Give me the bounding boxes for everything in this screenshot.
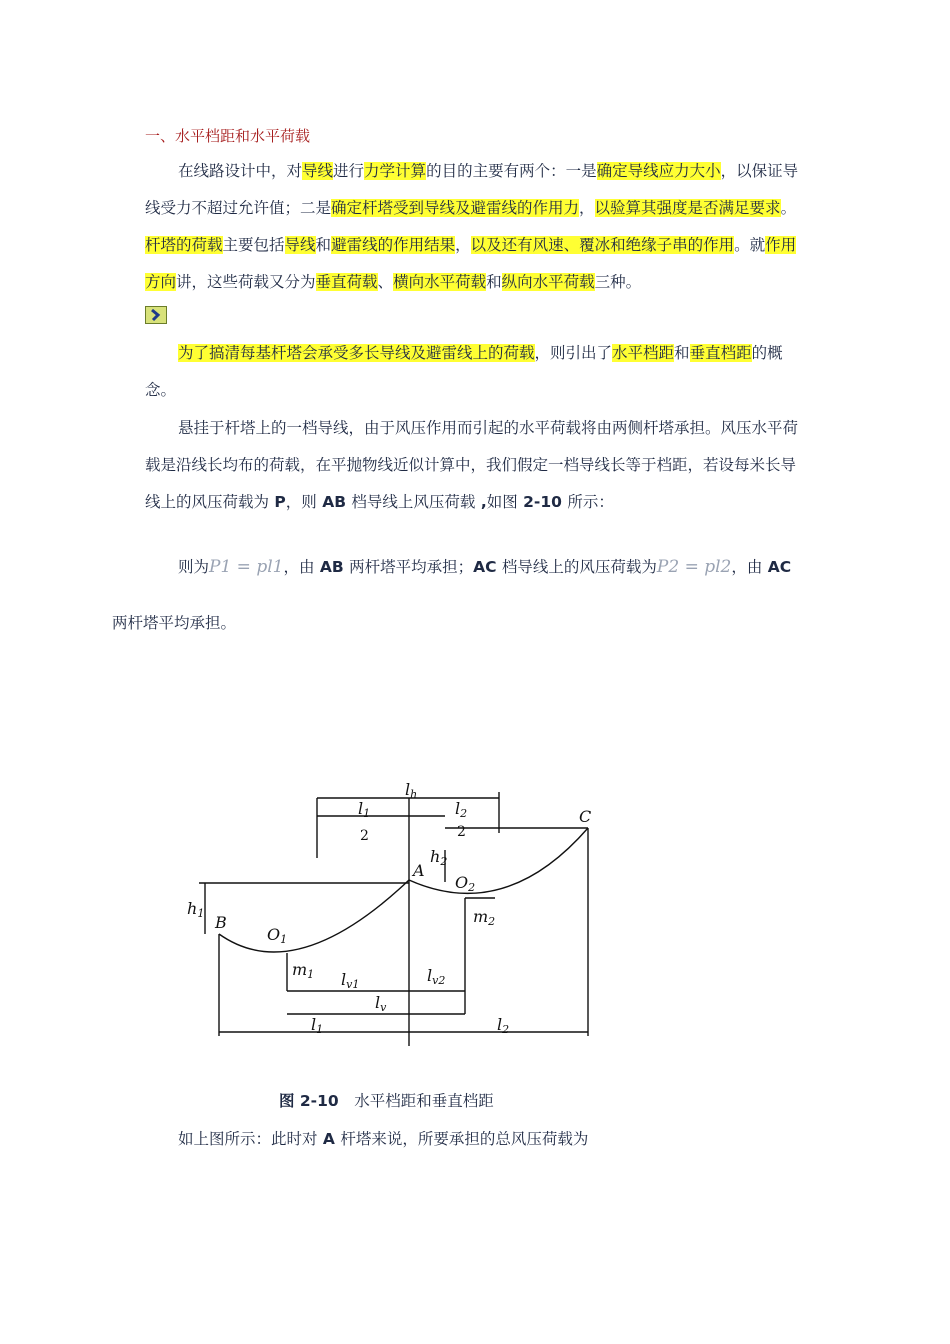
label-half-1: 2 — [360, 828, 369, 844]
caption-text: 水平档距和垂直档距 — [338, 1092, 494, 1110]
section-heading: 一、水平档距和水平荷载 — [145, 127, 311, 145]
label-o1: O1 — [267, 925, 288, 946]
highlight: 力学计算 — [364, 162, 427, 180]
formula-p2: P2 = pl2 — [656, 557, 732, 577]
label-half-2: 2 — [457, 824, 466, 840]
text: 悬挂于杆塔上的一档导线，由于风压作用而引起的水平荷载将由两侧杆塔承担。风压水平荷载是沿线长均布的荷载，在平抛物线近似计算中，我们假定一档导线长等于档距，若设每米长导线上的风压荷载为 — [145, 419, 799, 511]
highlight: 确定杆塔受到导线及避雷线的作用力 — [331, 199, 580, 217]
text: 的概念。 — [145, 344, 783, 399]
text: ，则 — [285, 493, 317, 511]
label-o2: O2 — [455, 873, 476, 894]
text-bold: AC — [762, 558, 792, 576]
text-bold: AC — [473, 558, 502, 576]
text: 档导线上风压荷载 — [351, 493, 476, 511]
text: 杆塔来说，所要承担的总风压荷载为 — [340, 1130, 589, 1148]
label-h2: h2 — [430, 847, 448, 868]
highlight: 避雷线的作用结果 — [331, 236, 456, 254]
formula-p1: P1 = pl1 — [209, 557, 284, 577]
label-l1-half: l1 — [358, 799, 371, 820]
text: 如上图所示：此时对 — [178, 1130, 318, 1148]
text: 、 — [377, 273, 394, 291]
text: ，由 — [731, 558, 763, 576]
text: 。 — [780, 199, 797, 217]
text: 和 — [315, 236, 332, 254]
highlight: 垂直荷载 — [315, 273, 378, 291]
span-diagram — [175, 778, 615, 1053]
text: 两杆塔平均承担； — [349, 558, 474, 576]
highlight: 导线 — [284, 236, 316, 254]
text: 三种。 — [594, 273, 642, 291]
label-m1: m1 — [292, 960, 315, 981]
label-l2: l2 — [497, 1015, 510, 1036]
text-bold: 2-10 — [517, 493, 568, 511]
pen-note-icon[interactable] — [145, 306, 167, 324]
highlight: 以验算其强度是否满足要求 — [594, 199, 781, 217]
paragraph-1 — [145, 153, 810, 301]
label-lv2: lv2 — [427, 966, 446, 987]
text: 两杆塔平均承担。 — [112, 614, 237, 632]
highlight: 导线 — [302, 162, 334, 180]
highlight: 确定导线应力大小 — [596, 162, 721, 180]
text-bold: AB — [314, 558, 350, 576]
text: ，则引出了 — [534, 344, 613, 362]
label-m2: m2 — [473, 907, 496, 928]
highlight: 以及还有风速、覆冰和绝缘子串的作用 — [470, 236, 735, 254]
text-bold: P — [269, 493, 286, 511]
text: ， — [579, 199, 595, 217]
text: ，以保证导线受力不超过允许值；二是 — [145, 162, 799, 217]
label-lv: lv — [375, 993, 387, 1014]
text: 如图 — [486, 493, 518, 511]
caption-label: 图 2-10 — [279, 1092, 339, 1110]
text-bold: AB — [316, 493, 352, 511]
label-a: A — [413, 861, 425, 880]
text: 档导线上的风压荷载为 — [501, 558, 657, 576]
text: 讲，这些荷载又分为 — [176, 273, 316, 291]
label-lh: lh — [405, 780, 418, 801]
text: 进行 — [333, 162, 365, 180]
label-l1: l1 — [311, 1015, 324, 1036]
text-bold: A — [317, 1130, 341, 1148]
text: 和 — [486, 273, 502, 291]
paragraph-4 — [112, 539, 810, 651]
paragraph-3 — [145, 410, 810, 521]
figure-caption — [279, 1089, 494, 1111]
text-bold: , — [475, 493, 487, 511]
paragraph-5 — [178, 1127, 588, 1149]
label-b: B — [215, 913, 227, 932]
text: 。就 — [734, 236, 766, 254]
text: ，由 — [283, 558, 315, 576]
label-c: C — [579, 807, 592, 826]
text: 和 — [674, 344, 690, 362]
label-lv1: lv1 — [341, 970, 360, 991]
text: ， — [455, 236, 471, 254]
label-l2-half: l2 — [455, 799, 468, 820]
text: 主要包括 — [222, 236, 285, 254]
highlight: 杆塔的荷载 — [145, 236, 223, 254]
highlight: 垂直档距 — [689, 344, 752, 362]
highlight: 作用方向 — [145, 236, 797, 291]
text: 在线路设计中，对 — [178, 162, 303, 180]
conductor-curve-ab — [219, 880, 409, 952]
label-h1: h1 — [187, 899, 205, 920]
highlight: 为了搞清每基杆塔会承受多长导线及避雷线上的荷载 — [178, 344, 535, 362]
highlight: 纵向水平荷载 — [501, 273, 595, 291]
highlight: 水平档距 — [612, 344, 675, 362]
text: 的目的主要有两个：一是 — [426, 162, 597, 180]
highlight: 横向水平荷载 — [393, 273, 487, 291]
text: 则为 — [178, 558, 210, 576]
paragraph-2 — [145, 335, 810, 409]
text: 所示： — [567, 493, 614, 511]
